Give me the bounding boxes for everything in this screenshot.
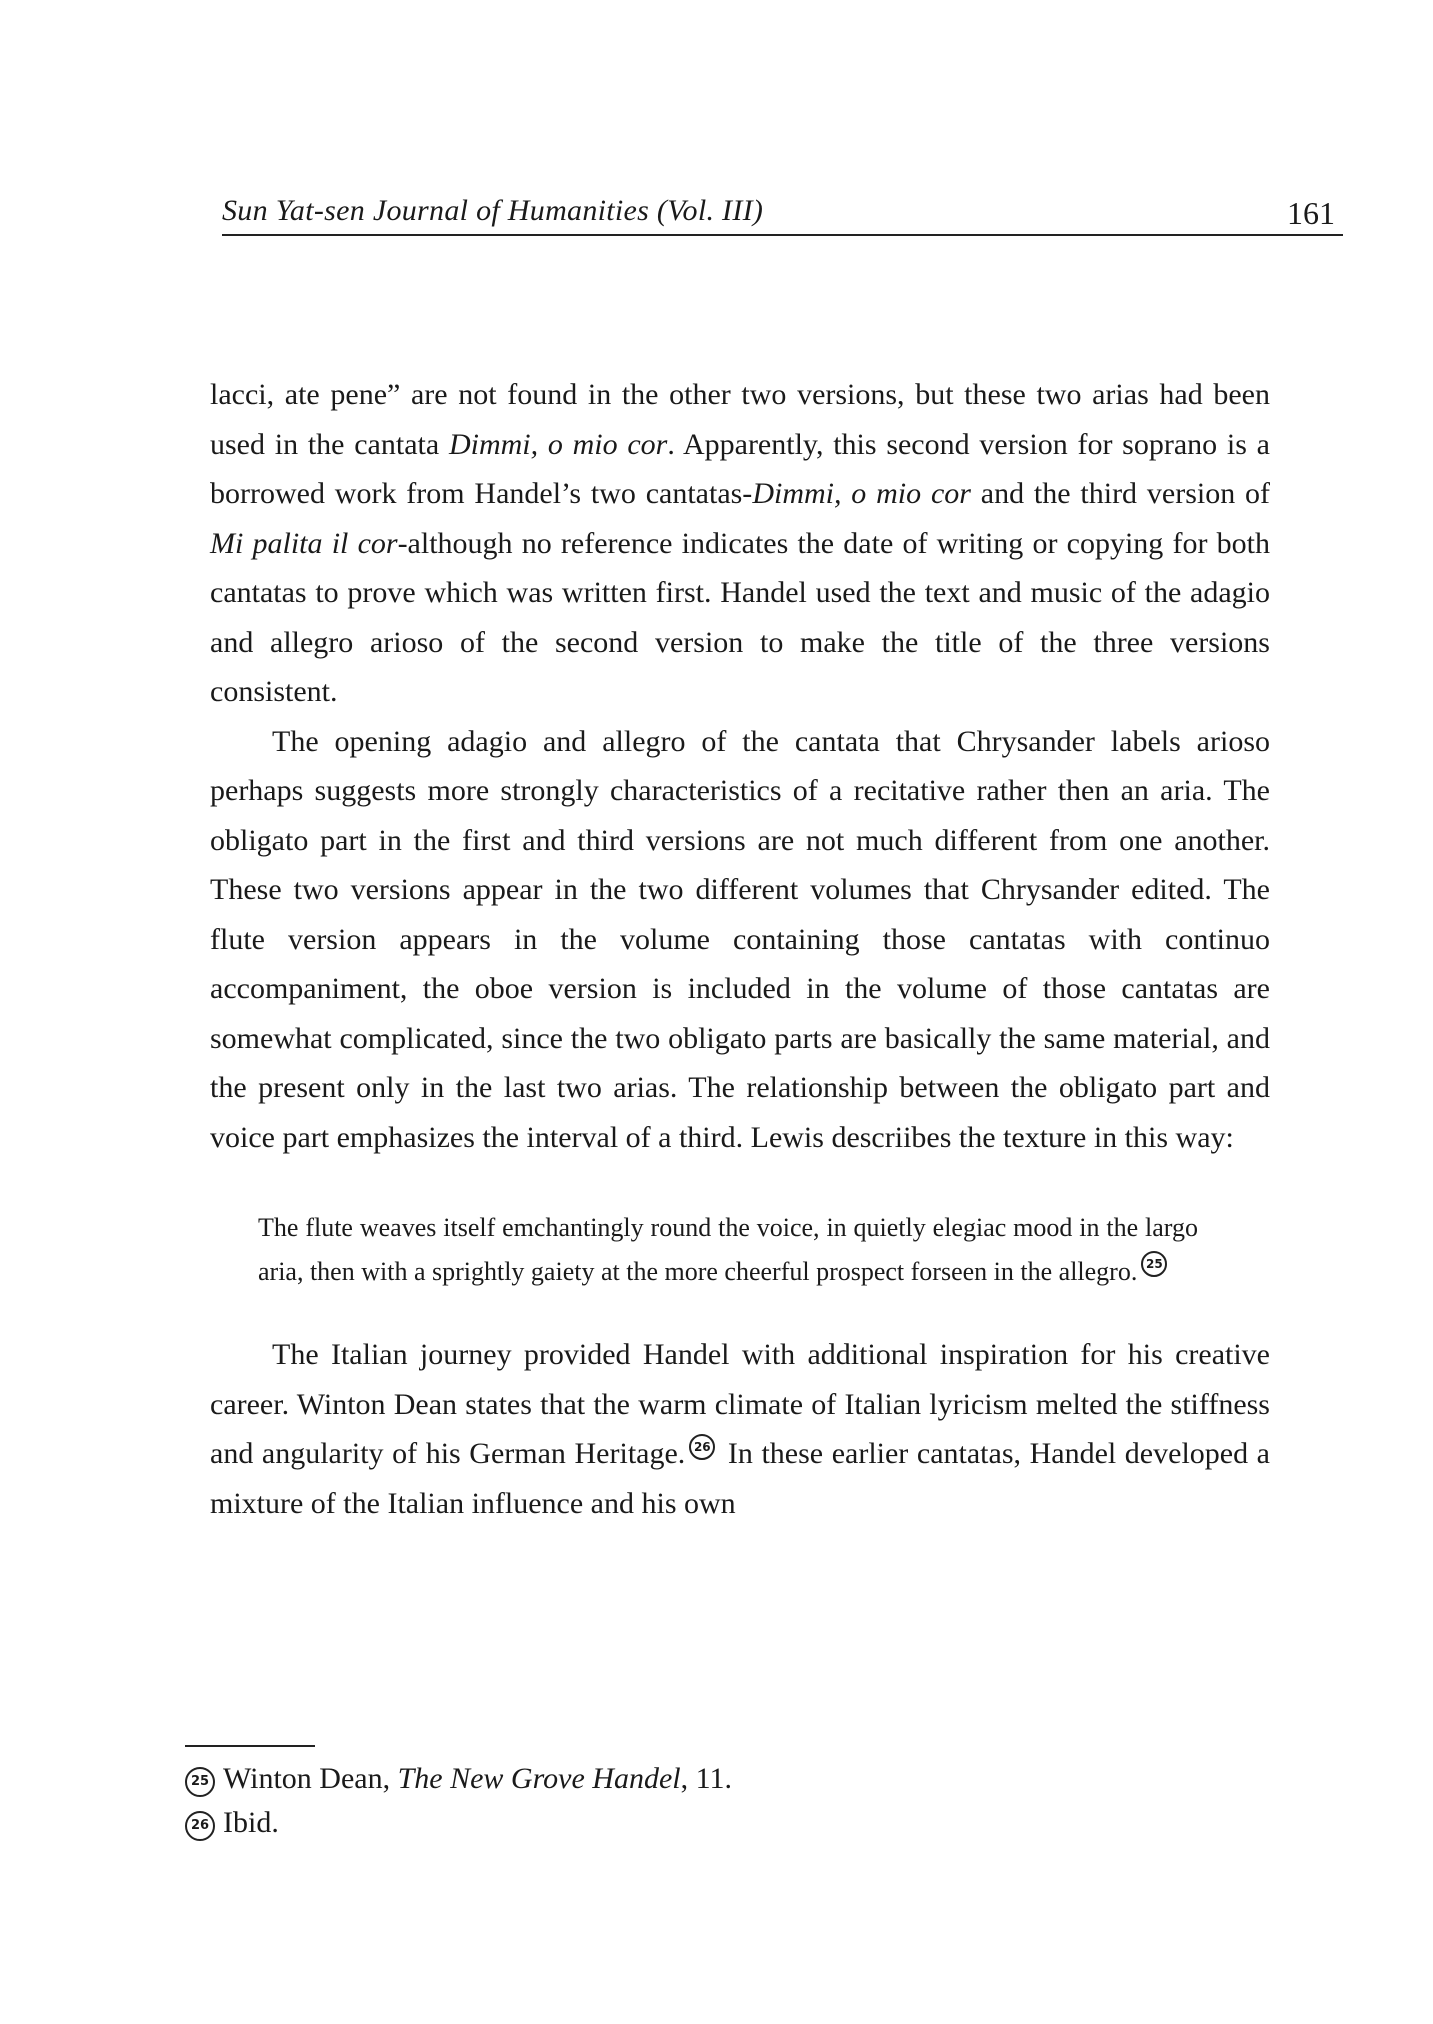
footnote-mark: 26 bbox=[185, 1811, 215, 1841]
footnote-ref-25[interactable]: 25 bbox=[1141, 1251, 1167, 1277]
main-text bbox=[210, 370, 1270, 1528]
text-run: lacci, ate pene” are not found in the other two versions, but these two arias had been used in the cantata bbox=[210, 378, 1270, 461]
text-run: and the third version of bbox=[970, 477, 1271, 510]
page-number: 161 bbox=[1287, 195, 1335, 231]
footnote-rule bbox=[185, 1745, 315, 1747]
text-run: . Apparently, this second version for soprano is a borrowed work from Handel’s two cantatas- bbox=[210, 427, 1270, 510]
footnote-text: Winton Dean, bbox=[223, 1762, 398, 1795]
text-run: The Italian journey provided Handel with additional inspiration for his creative career. Winton Dean states that the warm climate of Italian lyricism melted the stiffness and angularity of his German Heritage. bbox=[210, 1338, 1270, 1470]
block-quote bbox=[258, 1206, 1198, 1294]
footnote-25 bbox=[185, 1757, 1085, 1801]
cantata-title: Dimmi, o mio cor bbox=[752, 477, 971, 510]
running-header bbox=[222, 186, 1343, 236]
footnote-26 bbox=[185, 1801, 1085, 1845]
footnote-book-title: The New Grove Handel bbox=[397, 1762, 681, 1795]
footnotes bbox=[185, 1745, 1085, 1845]
footnote-text: , 11. bbox=[680, 1762, 732, 1795]
paragraph-3 bbox=[210, 1330, 1270, 1528]
journal-title: Sun Yat-sen Journal of Humanities (Vol. III) bbox=[222, 194, 764, 227]
text-run: In these earlier cantatas, Handel developed a mixture of the Italian influence and his own bbox=[210, 1437, 1270, 1520]
paragraph-1 bbox=[210, 370, 1270, 717]
text-run: -although no reference indicates the date of writing or copying for both cantatas to prove which was written first. Handel used the text and music of the adagio and allegro arioso of the second version to make the title of the three versions consistent. bbox=[210, 526, 1270, 708]
footnote-text: Ibid. bbox=[223, 1806, 279, 1839]
cantata-title: Mi palita il cor bbox=[210, 526, 398, 560]
footnote-mark: 25 bbox=[185, 1767, 215, 1797]
footnote-ref-26[interactable]: 26 bbox=[689, 1434, 715, 1460]
cantata-title: Dimmi, o mio cor bbox=[448, 427, 668, 461]
quote-text: The flute weaves itself emchantingly round the voice, in quietly elegiac mood in the largo aria, then with a sprightly gaiety at the more cheerful prospect forseen in the allegro. bbox=[258, 1213, 1198, 1286]
paragraph-2: The opening adagio and allegro of the cantata that Chrysander labels arioso perhaps suggests more strongly characteristics of a recitative rather then an aria. The obligato part in the first and third versions are not much different from one another. These two versions appear in the two different volumes that Chrysander edited. The flute version appears in the volume containing those cantatas with continuo accompaniment, the oboe version is included in the volume of those cantatas are somewhat complicated, since the two obligato parts are basically the same material, and the present only in the last two arias. The relationship between the obligato part and voice part emphasizes the interval of a third. Lewis descriibes the texture in this way: bbox=[210, 724, 1270, 1154]
